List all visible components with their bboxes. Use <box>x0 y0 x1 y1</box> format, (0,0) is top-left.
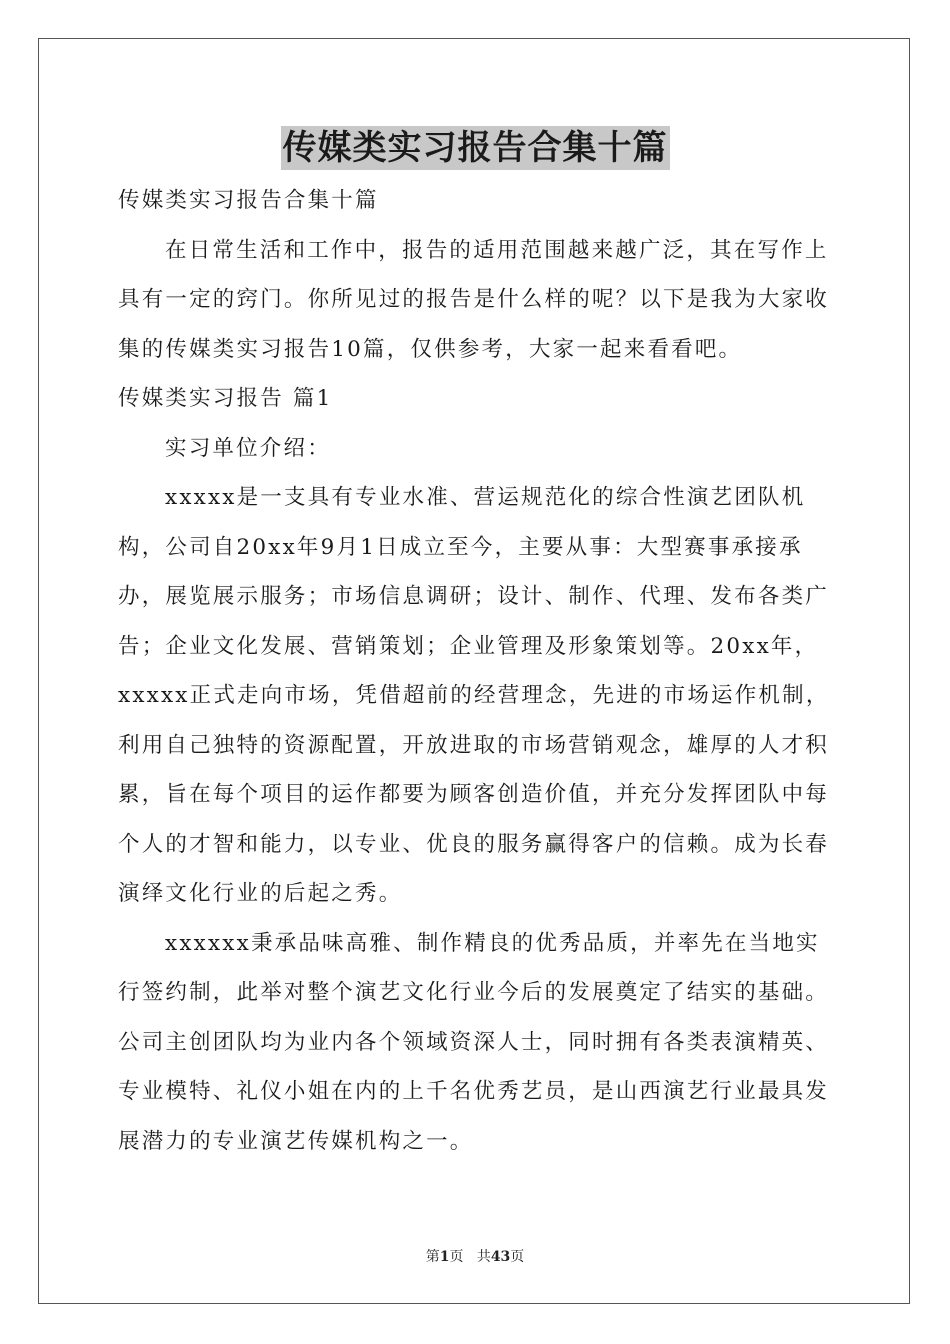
paragraph-unit-heading: 实习单位介绍： <box>165 435 331 461</box>
total-pages: 43 <box>490 1249 511 1265</box>
page-suffix: 页 <box>449 1249 464 1265</box>
paragraph-intro: 在日常生活和工作中，报告的适用范围越来越广泛，其在写作上具有一定的窍门。你所见过的报告是什么样的呢？以下是我为大家收集的传媒类实习报告10篇，仅供参考，大家一起来看看吧。 <box>118 237 830 362</box>
document-body <box>118 176 838 1166</box>
paragraph-subtitle: 传媒类实习报告合集十篇 <box>118 188 379 213</box>
page-prefix: 第 <box>425 1249 440 1265</box>
total-prefix: 共 <box>476 1249 491 1265</box>
paragraph-company-quality: xxxxxx秉承品味高雅、制作精良的优秀品质，并率先在当地实行签约制，此举对整个演艺文化行业今后的发展奠定了结实的基础。公司主创团队均为业内各个领域资深人士，同时拥有各类表演精英、专业模特、礼仪小姐在内的上千名优秀艺员，是山西演艺行业最具发展潜力的专业演艺传媒机构之一。 <box>118 930 830 1154</box>
document-title-text: 传媒类实习报告合集十篇 <box>282 128 668 168</box>
page-number: 1 <box>439 1249 450 1265</box>
document-title <box>0 126 950 174</box>
section-heading: 传媒类实习报告 篇1 <box>118 386 333 411</box>
page-footer <box>0 1248 950 1266</box>
total-suffix: 页 <box>510 1249 525 1265</box>
paragraph-company-intro: xxxxx是一支具有专业水准、营运规范化的综合性演艺团队机构，公司自20xx年9月1日成立至今，主要从事：大型赛事承接承办，展览展示服务；市场信息调研；设计、制作、代理、发布各类广告；企业文化发展、营销策划；企业管理及形象策划等。20xx年，xxxxx正式走向市场，凭借超前的经营理念，先进的市场运作机制，利用自己独特的资源配置，开放进取的市场营销观念，雄厚的人才积累，旨在每个项目的运作都要为顾客创造价值，并充分发挥团队中每个人的才智和能力，以专业、优良的服务赢得客户的信赖。成为长春演绎文化行业的后起之秀。 <box>118 485 830 906</box>
